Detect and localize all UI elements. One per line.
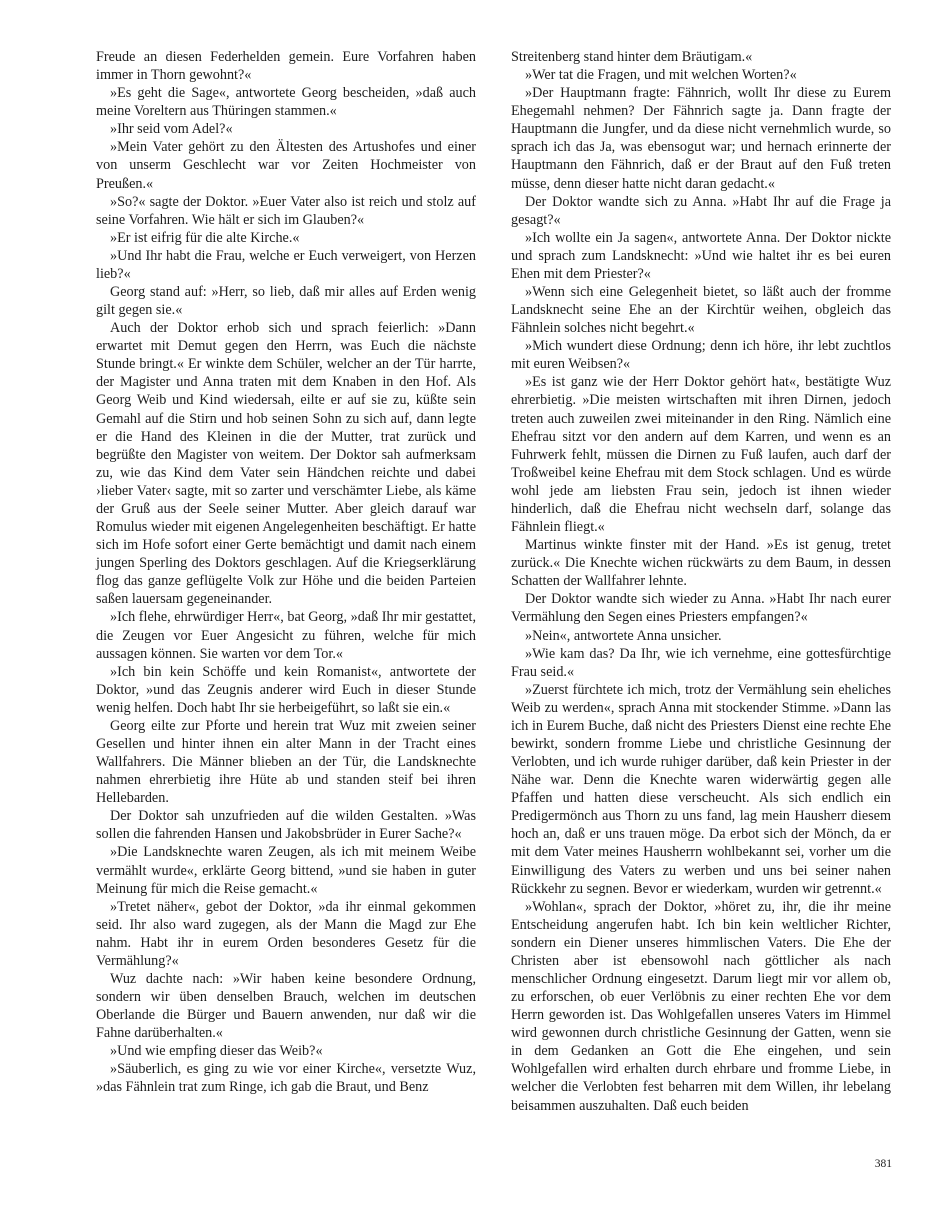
paragraph: Wuz dachte nach: »Wir haben keine besondere Ordnung, sondern wir üben denselben Brauch, welchen im deutschen Oberlande die Bürger und Bauern anwenden, nur daß wir die Fahne darüberhalten.«: [96, 970, 476, 1042]
paragraph: »Zuerst fürchtete ich mich, trotz der Vermählung sein eheliches Weib zu werden«, sprach Anna mit stockender Stimme. »Dann las ich in Eurem Buche, daß nicht des Priesters Dienst eine rechte Ehe bewirkt, sondern fromme Liebe und christliche Gesinnung der Verlobten, und ich wurde ruhiger darüber, daß kein Priester in der Nähe war. Denn die Knechte waren widerwärtig gegen alle Pfaffen und hatten diese verscheucht. Als sich endlich ein Predigermönch aus Thorn zu uns fand, lag mein Hausherr diesem hoch an, daß er uns trauen möge. Da erbot sich der Mönch, da er mit dem Vater meines Hausherrn wohlbekannt sei, vorher um die Einwilligung des Vaters zu werben und uns bei seiner nahen Rückkehr zu segnen. Bevor er wiederkam, wurden wir getrennt.«: [511, 681, 891, 897]
paragraph: »Die Landsknechte waren Zeugen, als ich mit meinem Weibe vermählt wurde«, erklärte Georg bittend, »und sie haben in guter Meinung für mich die Reise gemacht.«: [96, 844, 476, 897]
paragraph: »Der Hauptmann fragte: Fähnrich, wollt Ihr diese zu Eurem Ehegemahl nehmen? Der Fähnrich sagte ja. Dann fragte der Hauptmann die Jungfer, und da diese nicht vernehmlich wurde, so sprach ich das Ja, was ebensogut war; und hernach erinnerte der Hauptmann den Fähnrich, daß er der Braut auf den Fuß treten müsse, denn dieser hatte nicht daran gedacht.«: [511, 85, 891, 192]
paragraph: Der Doktor wandte sich zu Anna. »Habt Ihr auf die Frage ja gesagt?«: [511, 193, 891, 228]
paragraph: »Wohlan«, sprach der Doktor, »höret zu, ihr, die ihr meine Entscheidung angerufen habt. Ich bin kein weltlicher Richter, sondern ein Diener unseres himmlischen Vaters. Die Ehe der Christen aber ist ebensowohl nach göttlicher als nach menschlicher Ordnung eingesetzt. Darum liegt mir vor allem ob, zu erforschen, ob euer Verlöbnis zu einer rechten Ehe vor dem Herrn geworden ist. Das Wohlgefallen unseres Vaters im Himmel wird gewonnen durch christliche Gesinnung der Gatten, wenn sie in dem Gedanken an Gott die Ehe eingehen, und sein Wohlgefallen wird erhalten durch ehrbare und fromme Liebe, in welcher die Verlobten fest beharren mit dem Willen, ihr lebelang beisammen auszuhalten. Daß euch beiden: [511, 898, 891, 1114]
paragraph: Streitenberg stand hinter dem Bräutigam.«: [511, 49, 753, 65]
paragraph: »Ihr seid vom Adel?«: [110, 121, 233, 138]
paragraph: »Ich wollte ein Ja sagen«, antwortete Anna. Der Doktor nickte und sprach zum Landsknecht: »Und wie haltet ihr es bei euren Ehen mit dem Priester?«: [511, 229, 891, 282]
paragraph: »Ich flehe, ehrwürdiger Herr«, bat Georg, »daß Ihr mir gestattet, die Zeugen vor Euer Angesicht zu führen, welche für mich aussagen können. Sie warten vor dem Tor.«: [96, 609, 476, 662]
paragraph: »Säuberlich, es ging zu wie vor einer Kirche«, versetzte Wuz, »das Fähnlein trat zum Ringe, ich gab die Braut, und Benz: [96, 1061, 476, 1096]
right-text-column: [511, 48, 891, 1115]
paragraph: Auch der Doktor erhob sich und sprach feierlich: »Dann erwartet mit Demut gegen den Herrn, was Euch die nächste Stunde bringt.« Er winkte dem Schüler, welcher an der Tür harrte, der Magister und Anna traten mit dem Knaben in den Hof. Als Georg Weib und Kind wiedersah, eilte er auf sie zu, küßte sein Gemahl auf die Stirn und hob seinen Sohn zu sich auf, dann legte er die Hand des Kleinen in die der Mutter, trat zurück und begrüßte den Magister von weitem. Der Doktor sah aufmerksam zu, wie das Kind dem Vater sein Händchen reichte und dabei ›lieber Vater‹ sagte, mit so zarter und verschämter Liebe, als käme der Gruß aus der Seele seiner Mutter. Aber gleich darauf war Romulus wieder mit eigenen Angelegenheiten beschäftigt. Er hatte sich im Hofe sofort einer Gerte bemächtigt und damit nach einem jungen Sperling des Doktors geschlagen. Auf die Kriegserklärung flog das ganze geflügelte Volk zur Höhe und die beiden Parteien saßen lauersam gegeneinander.: [96, 320, 476, 608]
page-number: 381: [874, 1158, 892, 1170]
paragraph: »Wie kam das? Da Ihr, wie ich vernehme, eine gottesfürchtige Frau seid.«: [511, 645, 891, 680]
paragraph: »Wer tat die Fragen, und mit welchen Worten?«: [525, 67, 797, 84]
paragraph: »Es geht die Sage«, antwortete Georg bescheiden, »daß auch meine Voreltern aus Thüringen stammen.«: [96, 85, 476, 120]
paragraph: »Mich wundert diese Ordnung; denn ich höre, ihr lebt zuchtlos mit euren Weibsen?«: [511, 338, 891, 373]
paragraph: »Und wie empfing dieser das Weib?«: [110, 1043, 323, 1060]
paragraph: »Nein«, antwortete Anna unsicher.: [525, 627, 722, 644]
paragraph: »Er ist eifrig für die alte Kirche.«: [110, 229, 300, 246]
paragraph: »Wenn sich eine Gelegenheit bietet, so läßt auch der fromme Landsknecht seine Ehe an der Kirchtür weihen, obgleich das Fähnlein solches nicht begehrt.«: [511, 284, 891, 337]
paragraph: Martinus winkte finster mit der Hand. »Es ist genug, tretet zurück.« Die Knechte wichen rückwärts zu dem Baum, in dessen Schatten der Wallfahrer lehnte.: [511, 537, 891, 590]
paragraph: »Und Ihr habt die Frau, welche er Euch verweigert, von Herzen lieb?«: [96, 247, 476, 282]
paragraph: Freude an diesen Federhelden gemein. Eure Vorfahren haben immer in Thorn gewohnt?«: [96, 49, 476, 84]
paragraph: Der Doktor sah unzufrieden auf die wilden Gestalten. »Was sollen die fahrenden Hansen und Jakobsbrüder in Eurer Sache?«: [96, 808, 476, 843]
paragraph: Der Doktor wandte sich wieder zu Anna. »Habt Ihr nach eurer Vermählung den Segen eines Priesters empfangen?«: [511, 591, 891, 626]
paragraph: »Es ist ganz wie der Herr Doktor gehört hat«, bestätigte Wuz ehrerbietig. »Die meisten wirtschaften mit ihren Dirnen, jedoch treten auch zuweilen zwei miteinander in den Ring. Nämlich eine Ehefrau sitzt vor den andern auf dem Karren, und wenn es an Fuhrwerk fehlt, müssen die Dirnen zu Fuß laufen, auch darf der Troßweibel keine Ehefrau mit dem Stock schlagen. Und es würde wohl jede am liebsten Frau sein, jedoch ist ihnen wieder hinderlich, daß die Ehefrau nicht wechseln darf, solange das Fähnlein fliegt.«: [511, 374, 891, 536]
paragraph: Georg stand auf: »Herr, so lieb, daß mir alles auf Erden wenig gilt gegen sie.«: [96, 284, 476, 319]
paragraph: »Mein Vater gehört zu den Ältesten des Artushofes und einer von unserm Geschlecht war vor Zeiten Hochmeister von Preußen.«: [96, 139, 476, 192]
paragraph: Georg eilte zur Pforte und herein trat Wuz mit zweien seiner Gesellen und hinter ihnen ein alter Mann in der Tracht eines Wallfahrers. Die Männer blieben an der Tür, die Landsknechte nahmen ehrerbietig ihre Hüte ab und standen steif bei ihren Hellebarden.: [96, 717, 476, 807]
paragraph: »So?« sagte der Doktor. »Euer Vater also ist reich und stolz auf seine Vorfahren. Wie hält er sich im Glauben?«: [96, 193, 476, 228]
left-text-column: [96, 48, 476, 1097]
paragraph: »Ich bin kein Schöffe und kein Romanist«, antwortete der Doktor, »und das Zeugnis anderer wird Euch in dieser Stunde wenig helfen. Doch habt Ihr sie herbeigeführt, so laßt sie ein.«: [96, 663, 476, 716]
paragraph: »Tretet näher«, gebot der Doktor, »da ihr einmal gekommen seid. Ihr also ward zugegen, als der Mann die Magd zur Ehe nahm. Habt ihr in eurem Orden besonderes Gesetz für die Vermählung?«: [96, 898, 476, 969]
